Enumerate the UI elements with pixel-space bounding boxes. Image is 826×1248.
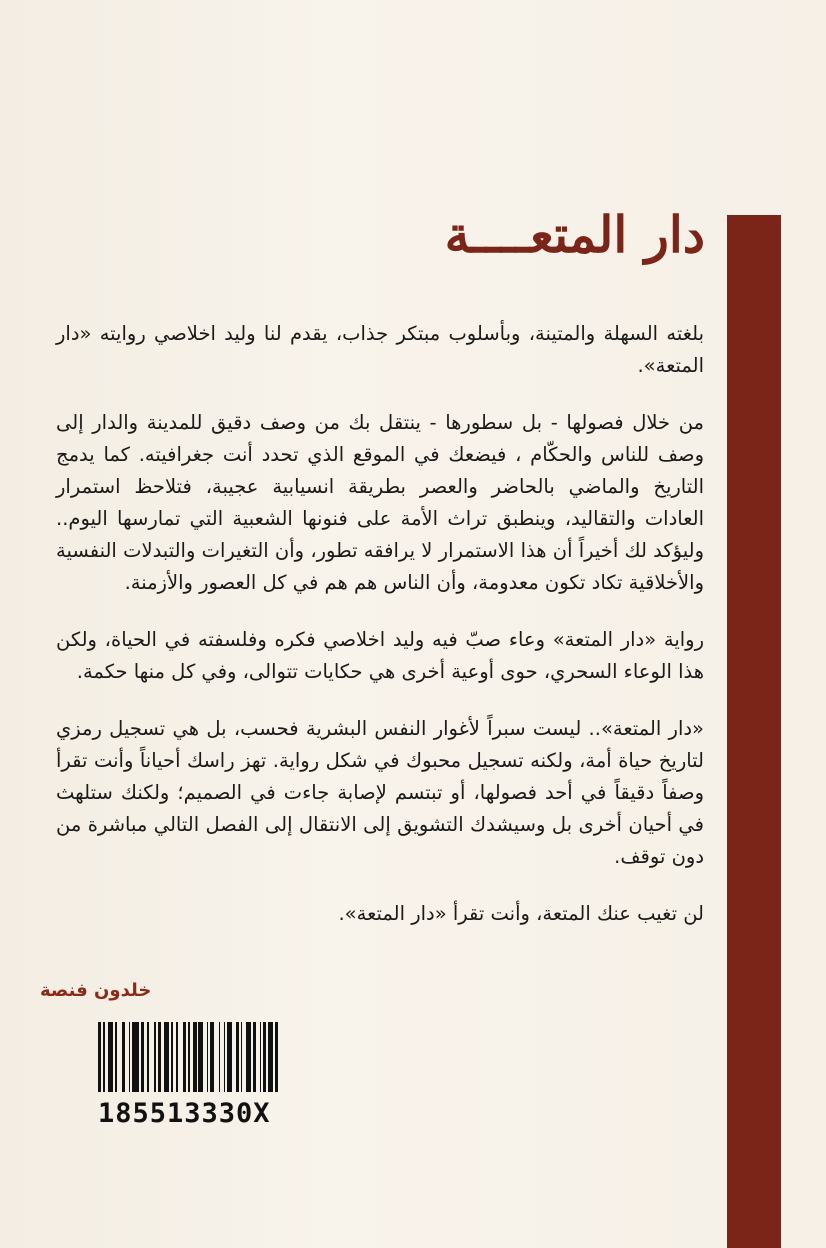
barcode-bar: [224, 1022, 226, 1092]
barcode-bar: [253, 1022, 256, 1092]
decorative-side-band: [727, 215, 781, 1248]
barcode-bar: [188, 1022, 190, 1092]
barcode-bar: [268, 1022, 273, 1092]
barcode-bar: [122, 1022, 125, 1092]
barcode-bar: [246, 1022, 251, 1092]
blurb-paragraph: لن تغيب عنك المتعة، وأنت تقرأ «دار المتعة».: [338, 902, 704, 925]
barcode-bar: [164, 1022, 169, 1092]
blurb-text: [56, 318, 704, 955]
blurb-paragraph: رواية «دار المتعة» وعاء صبّ فيه وليد اخلاصي فكره وفلسفته في الحياة، ولكن هذا الوعاء السحري، حوى أوعية أخرى هي حكايات تتوالى، وفي كل منها حكمة.: [56, 628, 704, 683]
barcode-bar: [132, 1022, 139, 1092]
blurb-paragraph: من خلال فصولها - بل سطورها - ينتقل بك من وصف دقيق للمدينة والدار إلى وصف للناس والحكّام ، فيضعك في الموقع الذي تحدد أنت جغرافيته. كما يدمج التاريخ والماضي بالحاضر والعصر بطريقة انسيابية عجيبة، فتلاحظ استمرار العادات والتقاليد، وينطبق تراث الأمة على فنونها الشعبية التي تمارسها اليوم.. وليؤكد لك أخيراً أن هذا الاستمرار لا يرافقه تطور، وأن التغيرات والتبدلات النفسية والأخلاقية تكاد تكون معدومة، وأن الناس هم هم في كل العصور والأزمنة.: [56, 411, 704, 594]
barcode-bar: [103, 1022, 105, 1092]
barcode-bar: [176, 1022, 178, 1092]
barcode-bar: [147, 1022, 149, 1092]
barcode-bar: [158, 1022, 161, 1092]
barcode-bar: [219, 1022, 221, 1092]
barcode-bar: [98, 1022, 101, 1092]
barcode-bar: [154, 1022, 156, 1092]
barcode-bar: [183, 1022, 186, 1092]
barcode-bar: [260, 1022, 262, 1092]
barcode-block: [98, 1022, 310, 1134]
barcode-bar: [129, 1022, 131, 1092]
designer-credit: خلدون فنصة: [40, 980, 152, 1001]
blurb-paragraph: بلغته السهلة والمتينة، وبأسلوب مبتكر جذاب، يقدم لنا وليد اخلاصي روايته «دار المتعة».: [56, 322, 704, 377]
barcode-bar: [241, 1022, 243, 1092]
barcode-bar: [141, 1022, 144, 1092]
barcode-bar: [236, 1022, 239, 1092]
barcode-bar: [227, 1022, 232, 1092]
barcode-bar: [263, 1022, 266, 1092]
barcode-bar: [207, 1022, 209, 1092]
barcode-bar: [193, 1022, 196, 1092]
barcode-bar: [171, 1022, 173, 1092]
barcode-bar: [198, 1022, 203, 1092]
blurb-paragraph: «دار المتعة».. ليست سبراً لأغوار النفس البشرية فحسب، بل هي تسجيل رمزي لتاريخ حياة أمة، ولكنه تسجيل محبوك في شكل رواية. تهز راسك أحياناً وأنت تقرأ وصفاً دقيقاً في أحد فصولها، أو تبتسم لإصابة جاءت في الصميم؛ ولكنك ستلهث في أحيان أخرى بل وسيشدك التشويق إلى الانتقال إلى الفصل التالي مباشرة من دون توقف.: [56, 717, 704, 868]
barcode-bar: [275, 1022, 278, 1092]
book-title: دار المتعــــة: [444, 205, 705, 264]
barcode-bar: [115, 1022, 117, 1092]
isbn-number: 185513330X: [98, 1098, 271, 1129]
barcode-bar: [108, 1022, 113, 1092]
barcode-bar: [210, 1022, 213, 1092]
barcode: [98, 1022, 310, 1092]
